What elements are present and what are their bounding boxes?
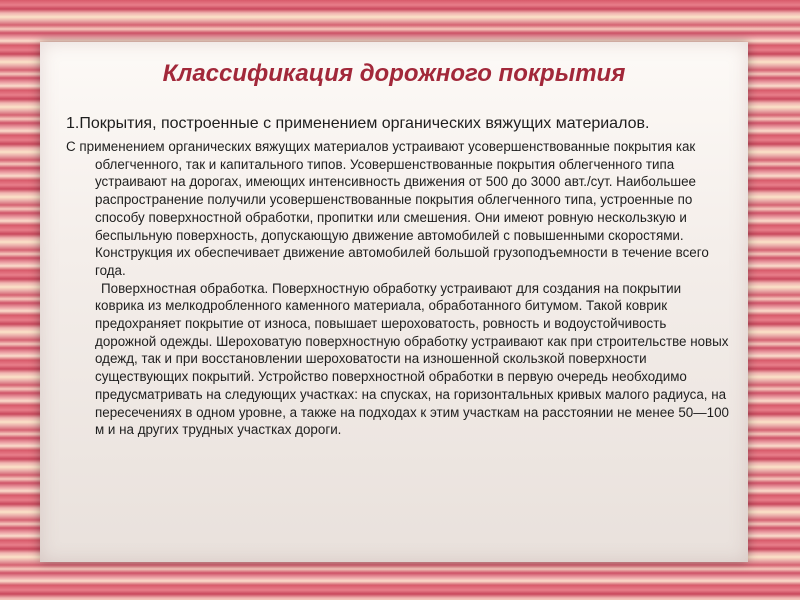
slide-panel (40, 42, 748, 562)
section-heading: 1.Покрытия, построенные с применением органических вяжущих материалов. (66, 115, 650, 132)
slide-content (66, 114, 730, 439)
paragraph-surface-treatment-wrap (66, 280, 730, 439)
paragraph-organic-binders: С применением органических вяжущих материалов устраивают усовершенствованные покрытия как облегченного, так и капитального типов. Усовершенствованные покрытия облегченного типа устраивают на дорогах, имеющих интенсивность движения от 500 до 3000 авт./сут. Наибольшее распространение получили усовершенствованные покрытия облегченного типа, устроенные по способу поверхностной обработки, пропитки или смешения. Они имеют ровную нескользкую и беспыльную поверхность, допускающую движение автомобилей с повышенными скоростями. Конструкция их обеспечивает движение автомобилей большой грузоподъемности в течение всего года. (66, 139, 709, 278)
slide-title: Классификация дорожного покрытия (162, 60, 626, 87)
paragraph-surface-treatment: Поверхностная обработка. Поверхностную обработку устраивают для создания на покрытии коврика из мелкодробленного каменного материала, обработанного битумом. Такой коврик предохраняет покрытие от износа, повышает шероховатость, ровность и водоустойчивость дорожной одежды. Шероховатую поверхностную обработку устраивают как при строительстве новых одежд, так и при восстановлении шероховатости на изношенной скользкой поверхности существующих покрытий. Устройство поверхностной обработки в первую очередь необходимо предусматривать на следующих участках: на спусках, на горизонтальных кривых малого радиуса, на пересечениях в одном уровне, а также на подходах к этим участкам на расстоянии не менее 50—100 м и на других трудных участках дороги. (95, 280, 729, 438)
